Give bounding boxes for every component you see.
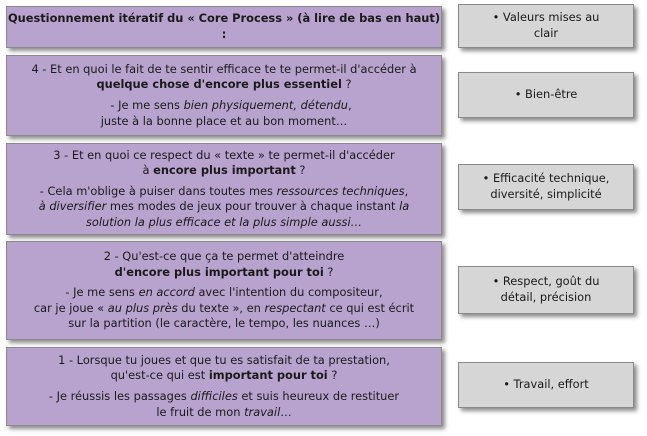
row-2-question-bold: d'encore plus important pour toi [114,264,324,279]
row-2-box [6,241,442,340]
row-3-question [53,148,394,179]
row-1-question-mid: qu'est-ce qui est [110,368,209,383]
row-3-box [6,143,442,235]
row-2-answer [34,285,414,332]
row-1-value-box [458,362,634,408]
row-1-question-post: ? [327,368,338,383]
row-3-question-post: ? [295,163,306,178]
row-2-a3: avec l'intention du compositeur, [194,285,383,300]
header-title: Questionnement itératif du « Core Process » (à lire de bas en haut) : [7,11,441,41]
row-1-question-bold: important pour toi [208,368,328,383]
row-1-answer [49,389,399,420]
row-3-a4: à diversifier [38,199,107,214]
row-3-question-bold: encore plus important [153,163,296,178]
row-4-a2: bien physiquement, détendu [183,98,348,112]
row-1-a6: … [280,404,292,419]
row-2-a8: ce qui est écrit [325,300,415,315]
row-2-a6: du texte », en [177,300,265,315]
row-3-a2: ressources techniques [276,183,405,198]
row-1-a1: - Je réussis les passages [48,389,191,403]
row-4-question-post: ? [341,77,352,92]
row-3-a1: - Cela m'oblige à puiser dans toutes mes [39,183,277,198]
row-2-value-box [458,266,634,314]
row-1-box [6,347,442,426]
row-3-question-pre: 3 - Et en quoi ce respect du « texte » te permet-il d'accéder [53,147,395,162]
row-1-a4: le fruit de mon [156,404,245,419]
row-4-question [31,62,416,93]
row-1-value: • Travail, effort [503,377,589,392]
row-2-a9: sur la partition (le caractère, le tempo, les nuances …) [68,316,380,331]
row-2-a4: car je joue « [33,300,108,315]
row-4-a4: juste à la bonne place et au bon moment… [100,113,348,128]
row-1-question-pre: 1 - Lorsque tu joues et que tu es satisfait de ta prestation, [58,352,390,367]
row-2-question [104,249,345,280]
row-3-a7: solution la plus efficace et la plus simple aussi… [85,214,363,229]
row-2-question-pre: 2 - Qu'est-ce que ça te permet d'atteindre [103,249,345,264]
row-2-a2: en accord [138,285,195,300]
header-value-label: • Valeurs mises au clair [492,10,600,40]
row-2-a7: respectant [264,300,326,315]
row-4-box [6,55,442,136]
row-4-a3: , [347,98,352,112]
row-4-a1: - Je me sens [110,98,184,112]
row-3-value-box [458,164,634,210]
row-3-a6: la [399,199,410,214]
header-box [6,6,442,48]
row-3-value: • Efficacité technique, diversité, simplicité [482,171,610,201]
row-3-question-mid: à [142,163,154,178]
row-3-a5: mes modes de jeux pour trouver à chaque instant [106,199,400,214]
row-4-question-bold: quelque chose d'encore plus essentiel [96,77,342,92]
row-4-answer [96,98,351,129]
row-1-a5: travail [244,404,281,419]
row-1-a2: difficiles [190,389,238,403]
header-value-box [458,4,634,48]
row-2-value: • Respect, goût du détail, précision [492,274,600,304]
row-2-question-post: ? [323,264,334,279]
row-1-a3: et suis heureux de restituer [237,389,400,403]
row-3-answer [39,184,410,231]
row-2-a1: - Je me sens [65,285,139,300]
row-4-value-box [458,72,634,118]
row-2-a5: au plus près [107,300,178,315]
row-1-question [58,353,390,384]
row-3-a3: , [404,183,409,198]
row-4-question-pre: 4 - Et en quoi le fait de te sentir efficace te te permet-il d'accéder à [31,61,417,76]
row-4-value: • Bien-être [514,87,578,102]
